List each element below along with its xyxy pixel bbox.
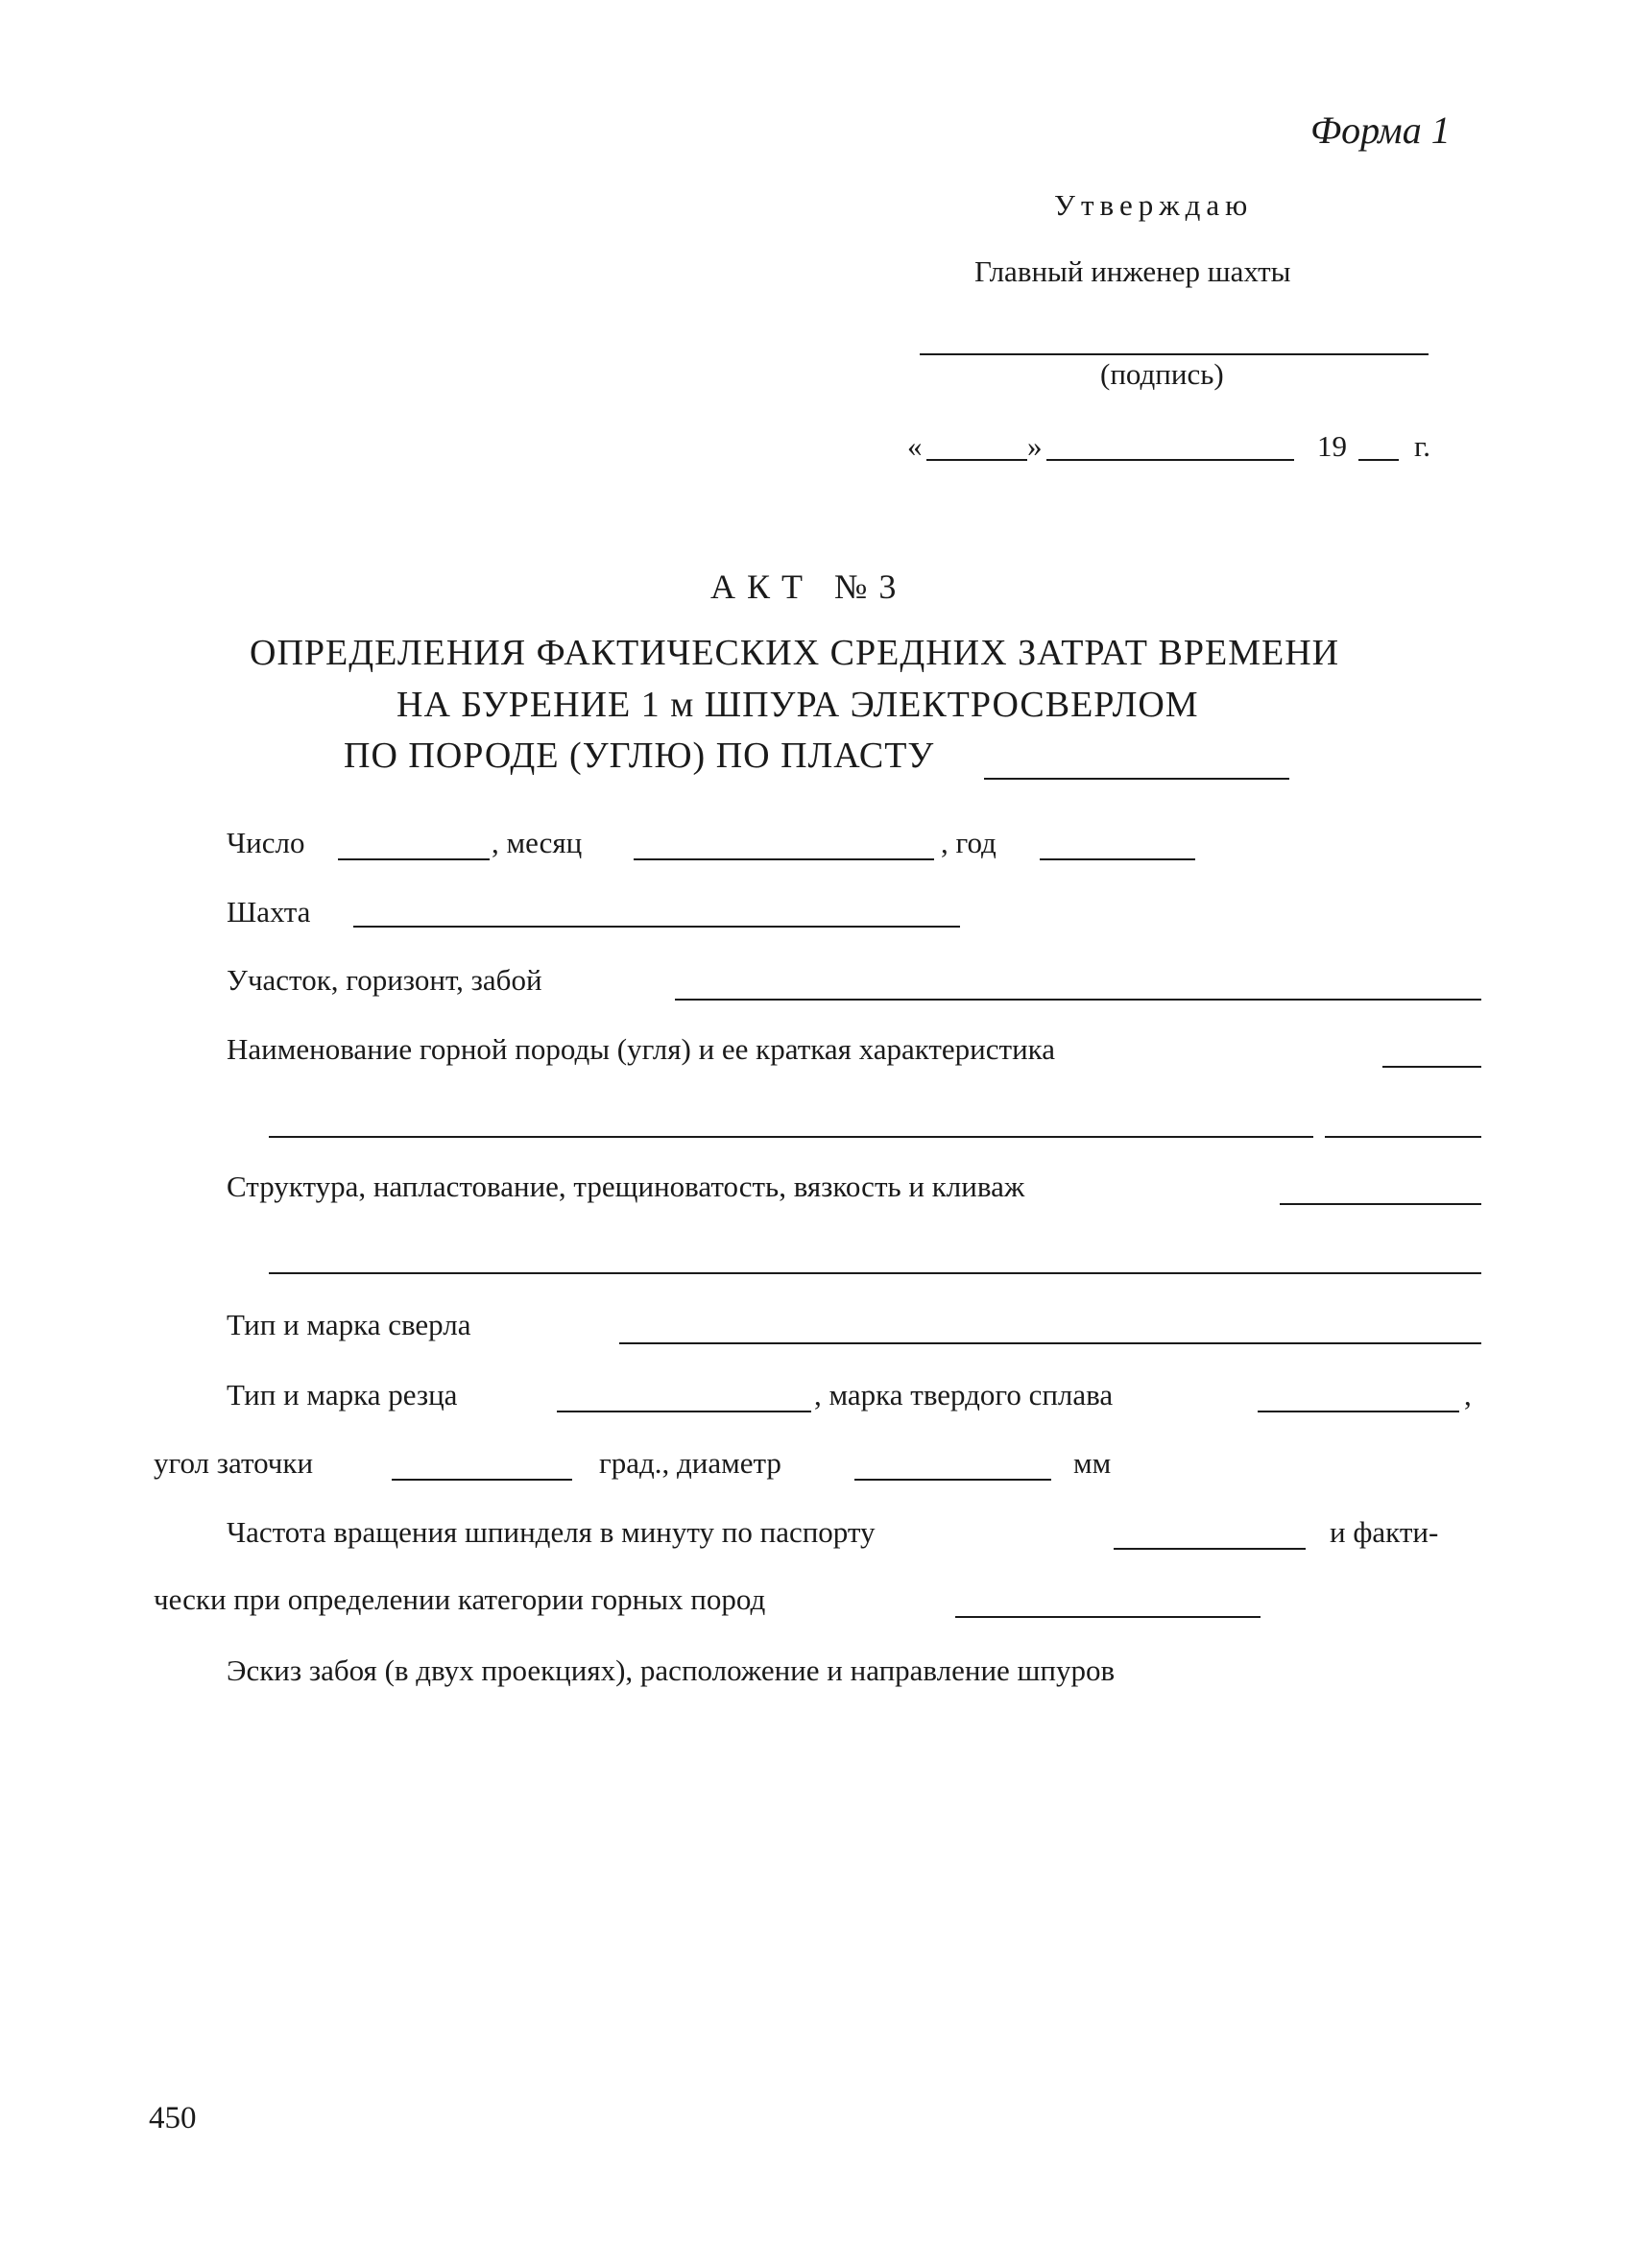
rock-name-field-cont-2[interactable] [1325, 1136, 1481, 1138]
section-field[interactable] [675, 999, 1481, 1001]
cutter-type-field[interactable] [557, 1411, 811, 1412]
and-actually-label: и факти- [1330, 1515, 1439, 1549]
title-line-3: ПО ПОРОДЕ (УГЛЮ) ПО ПЛАСТУ [344, 736, 935, 776]
spindle-speed-field[interactable] [1114, 1548, 1306, 1550]
sharpening-angle-field[interactable] [392, 1479, 572, 1481]
signature-line[interactable] [920, 353, 1429, 355]
month-label: , месяц [492, 826, 583, 859]
alloy-grade-comma: , [1464, 1378, 1472, 1411]
sharpening-angle-label: угол заточки [154, 1446, 314, 1480]
mine-field[interactable] [353, 926, 960, 928]
date-day-line[interactable] [926, 459, 1027, 461]
section-label: Участок, горизонт, забой [227, 963, 542, 997]
act-title: АКТ №3 [710, 567, 908, 606]
actual-speed-field[interactable] [955, 1616, 1261, 1618]
cutter-type-label: Тип и марка резца [227, 1378, 458, 1411]
actually-label: чески при определении категории горных пород [154, 1582, 766, 1616]
drill-type-field[interactable] [619, 1342, 1481, 1344]
year-prefix: 19 [1317, 429, 1347, 463]
month-field[interactable] [634, 858, 934, 860]
alloy-grade-field[interactable] [1258, 1411, 1459, 1412]
seam-line[interactable] [984, 778, 1289, 780]
year-field[interactable] [1040, 858, 1195, 860]
form-label: Форма 1 [1310, 109, 1451, 152]
diameter-field[interactable] [854, 1479, 1051, 1481]
year-suffix: г. [1414, 429, 1430, 463]
date-year-line[interactable] [1358, 459, 1399, 461]
title-line-1: ОПРЕДЕЛЕНИЯ ФАКТИЧЕСКИХ СРЕДНИХ ЗАТРАТ ВРЕМЕНИ [250, 633, 1340, 673]
day-label: Число [227, 826, 305, 859]
structure-field-cont[interactable] [269, 1272, 1481, 1274]
degrees-diameter-label: град., диаметр [599, 1446, 781, 1480]
drill-type-label: Тип и марка сверла [227, 1308, 471, 1341]
page-number: 450 [149, 2101, 197, 2135]
structure-label: Структура, напластование, трещиноватость, вязкость и кливаж [227, 1170, 1025, 1203]
day-field[interactable] [338, 858, 490, 860]
date-close-quote: » [1027, 429, 1043, 463]
spindle-speed-label: Частота вращения шпинделя в минуту по паспорту [227, 1515, 876, 1549]
date-open-quote: « [907, 429, 923, 463]
approve-label: Утверждаю [1054, 188, 1254, 222]
rock-name-field[interactable] [1382, 1066, 1481, 1068]
year-label: , год [941, 826, 997, 859]
alloy-grade-label: , марка твердого сплава [814, 1378, 1114, 1411]
signature-caption: (подпись) [1100, 357, 1224, 391]
title-line-2: НА БУРЕНИЕ 1 м ШПУРА ЭЛЕКТРОСВЕРЛОМ [396, 685, 1199, 725]
rock-name-label: Наименование горной породы (угля) и ее краткая характеристика [227, 1032, 1056, 1066]
mine-label: Шахта [227, 895, 311, 929]
rock-name-field-cont[interactable] [269, 1136, 1313, 1138]
position-label: Главный инженер шахты [974, 254, 1291, 288]
structure-field[interactable] [1280, 1203, 1481, 1205]
mm-label: мм [1073, 1446, 1112, 1480]
date-month-line[interactable] [1046, 459, 1294, 461]
sketch-label: Эскиз забоя (в двух проекциях), расположение и направление шпуров [227, 1653, 1116, 1687]
